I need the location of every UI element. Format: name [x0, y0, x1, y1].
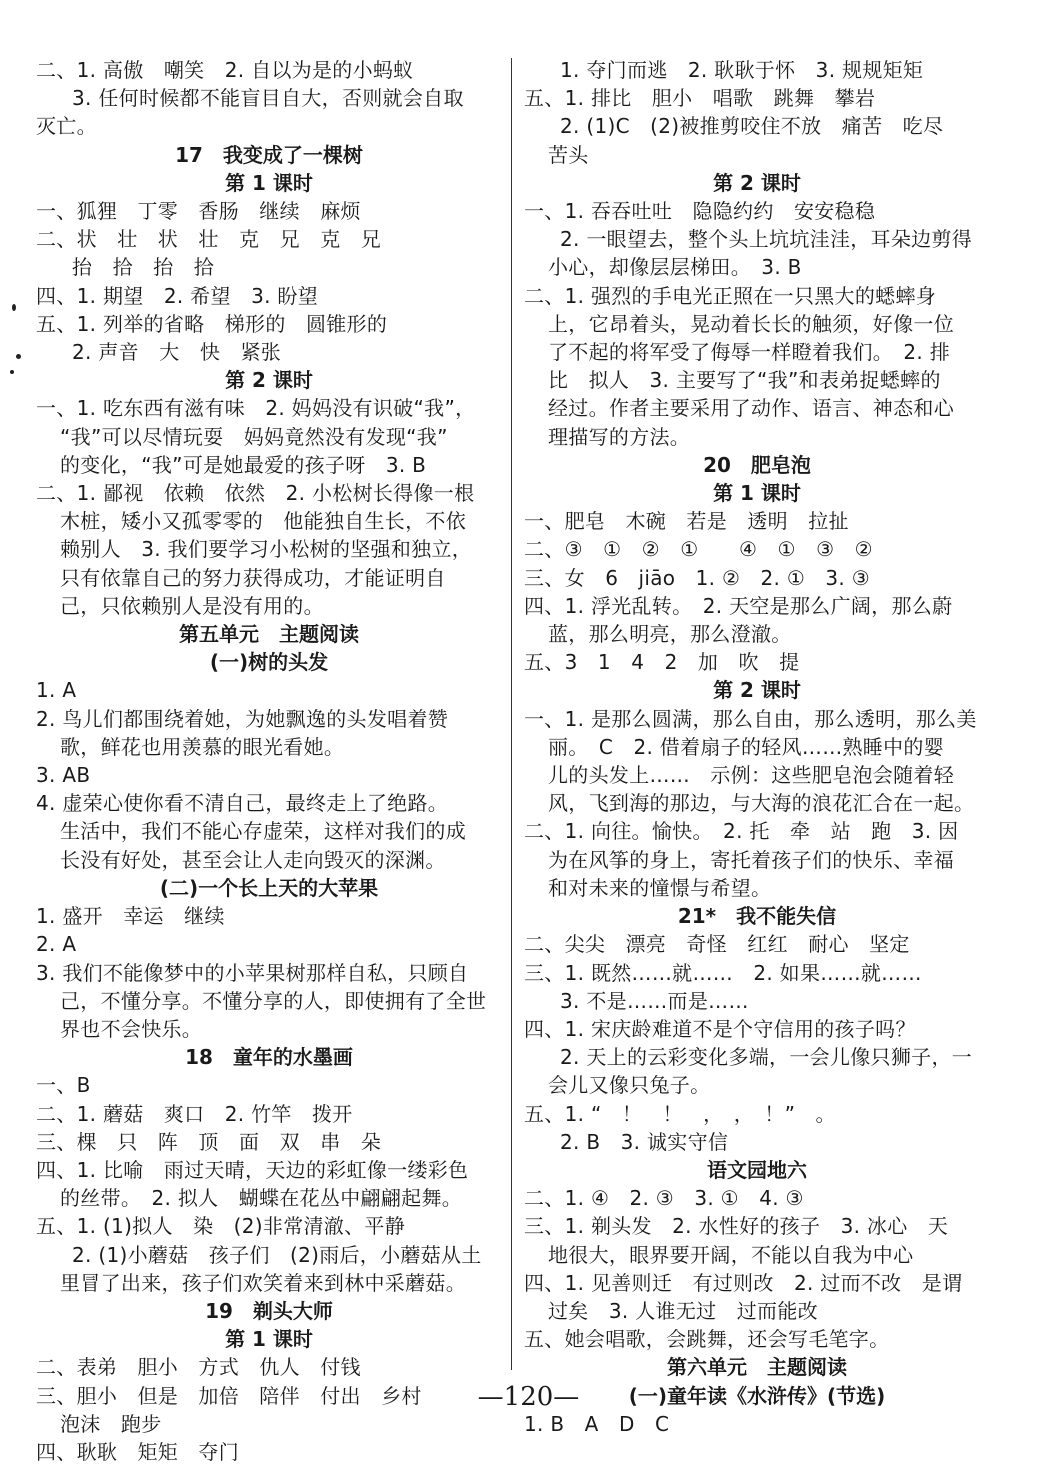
answer-line: 一、狐狸 丁零 香肠 继续 麻烦: [36, 199, 361, 224]
section-heading: (一)树的头发: [209, 650, 329, 675]
answer-line: 2. 声音 大 快 紧张: [72, 340, 282, 365]
answer-line: 三、胆小 但是 加倍 陪伴 付出 乡村: [36, 1383, 422, 1408]
answer-line: 一、1. 吃东西有滋有味 2. 妈妈没有识破“我”，: [36, 396, 476, 421]
answer-line: 2. (1)C (2)被推剪咬住不放 痛苦 吃尽: [560, 114, 944, 139]
answer-line: 为在风筝的身上，寄托着孩子们的快乐、幸福: [548, 847, 954, 872]
answer-line: 抬 拾 抬 拾: [72, 255, 215, 280]
answer-line: 2. (1)小蘑菇 孩子们 (2)雨后，小蘑菇从土: [72, 1242, 482, 1267]
answer-line: 歌，鲜花也用羡慕的眼光看她。: [60, 734, 345, 759]
answer-line: 风，飞到海的那边，与大海的浪花汇合在一起。: [548, 791, 975, 816]
answer-line: 一、B: [36, 1073, 91, 1098]
section-heading: 第五单元 主题阅读: [179, 622, 359, 647]
answer-line: 3. 任何时候都不能盲目自大，否则就会自取: [72, 86, 464, 111]
answer-line: 一、1. 是那么圆满，那么自由，那么透明，那么美: [524, 706, 977, 731]
answer-line: 2. 一眼望去，整个头上坑坑洼洼，耳朵边剪得: [560, 227, 973, 252]
answer-line: 的丝带。 2. 拟人 蝴蝶在花丛中翩翩起舞。: [60, 1186, 463, 1211]
section-heading: 第 2 课时: [713, 678, 801, 703]
answer-line: 1. A: [36, 678, 77, 703]
answer-line: 五、3 1 4 2 加 吹 提: [524, 650, 800, 675]
answer-line: 二、1. 蘑菇 爽口 2. 竹竿 拨开: [36, 1101, 353, 1126]
answer-line: 二、1. 高傲 嘲笑 2. 自以为是的小蚂蚁: [36, 58, 414, 82]
answer-line: 二、状 壮 状 壮 克 兄 克 兄: [36, 227, 382, 252]
section-heading: 第 2 课时: [225, 368, 313, 393]
answer-line: 蓝，那么明亮，那么澄澈。: [548, 622, 792, 647]
section-heading: 18 童年的水墨画: [185, 1045, 353, 1070]
answer-line: 赖别人 3. 我们要学习小松树的坚强和独立，: [60, 537, 473, 562]
answer-line: 四、1. 浮光乱转。 2. 天空是那么广阔，那么蔚: [524, 593, 953, 618]
answer-line: 只有依靠自己的努力获得成功，才能证明自: [60, 565, 446, 590]
answer-line: 己，不懂分享。不懂分享的人，即使拥有了全世: [60, 988, 487, 1013]
scan-speck: [16, 354, 21, 359]
answer-line: 五、1. (1)拟人 染 (2)非常清澈、平静: [36, 1214, 405, 1239]
page-number: —120—: [477, 1382, 580, 1412]
answer-line: 五、1. 排比 胆小 唱歌 跳舞 攀岩: [524, 86, 876, 111]
left-column: [36, 56, 502, 1466]
answer-line: 2. A: [36, 932, 77, 957]
answer-line: 三、1. 既然……就…… 2. 如果……就……: [524, 960, 922, 985]
answer-line: 2. 天上的云彩变化多端，一会儿像只狮子，一: [560, 1045, 973, 1070]
answer-line: 三、1. 剃头发 2. 水性好的孩子 3. 冰心 天: [524, 1214, 949, 1239]
answer-line: 灭亡。: [36, 114, 97, 139]
answer-line: 3. 不是……而是……: [560, 988, 749, 1013]
section-heading: (一)童年读《水浒传》(节选): [628, 1383, 886, 1408]
answer-line: 一、肥皂 木碗 若是 透明 拉扯: [524, 509, 849, 534]
answer-line: 泡沫 跑步: [60, 1411, 162, 1436]
answer-line: 1. 夺门而逃 2. 耿耿于怀 3. 规规矩矩: [560, 58, 924, 82]
answer-line: 地很大，眼界要开阔，不能以自我为中心: [548, 1242, 914, 1267]
answer-line: 界也不会快乐。: [60, 1016, 203, 1041]
answer-line: 五、1. “ ！ ！ ， ， ！” 。: [524, 1101, 836, 1126]
section-heading: 第 1 课时: [225, 170, 313, 195]
answer-line: 的变化，“我”可是她最爱的孩子呀 3. B: [60, 452, 427, 477]
answer-line: 1. B A D C: [524, 1411, 670, 1436]
answer-line: 了不起的将军受了侮辱一样瞪着我们。 2. 排: [548, 340, 951, 365]
answer-line: 四、1. 比喻 雨过天晴，天边的彩虹像一缕彩色: [36, 1157, 469, 1182]
column-divider: [511, 58, 512, 1370]
section-heading: 第 2 课时: [713, 170, 801, 195]
answer-line: 三、女 6 jiāo 1. ② 2. ① 3. ③: [524, 565, 870, 590]
section-heading: 语文园地六: [707, 1157, 807, 1182]
answer-line: 五、1. 列举的省略 梯形的 圆锥形的: [36, 311, 388, 336]
answer-line: 己，只依赖别人是没有用的。: [60, 593, 324, 618]
answer-line: 2. B 3. 诚实守信: [560, 1129, 729, 1154]
answer-line: 儿的头发上…… 示例：这些肥皂泡会随着轻: [548, 763, 954, 788]
answer-line: 生活中，我们不能心存虚荣，这样对我们的成: [60, 819, 466, 844]
answer-line: 二、1. 强烈的手电光正照在一只黑大的蟋蟀身: [524, 283, 937, 308]
answer-line: 经过。作者主要采用了动作、语言、神态和心: [548, 396, 954, 421]
answer-line: 四、耿耿 矩矩 夺门: [36, 1439, 239, 1464]
answer-line: 五、她会唱歌，会跳舞，还会写毛笔字。: [524, 1327, 890, 1352]
answer-line: 二、尖尖 漂亮 奇怪 红红 耐心 坚定: [524, 932, 910, 957]
answer-line: 苦头: [548, 142, 589, 167]
answer-line: 四、1. 宋庆龄难道不是个守信用的孩子吗？: [524, 1016, 916, 1041]
section-heading: 第 1 课时: [225, 1327, 313, 1352]
answer-line: 三、棵 只 阵 顶 面 双 串 朵: [36, 1129, 382, 1154]
answer-line: 3. AB: [36, 763, 91, 788]
section-heading: 20 肥皂泡: [703, 452, 811, 477]
answer-line: 4. 虚荣心使你看不清自己，最终走上了绝路。: [36, 791, 449, 816]
answer-line: 丽。 C 2. 借着扇子的轻风……熟睡中的婴: [548, 734, 945, 759]
answer-line: 里冒了出来，孩子们欢笑着来到林中采蘑菇。: [60, 1270, 466, 1295]
answer-line: 四、1. 见善则迁 有过则改 2. 过而不改 是谓: [524, 1270, 963, 1295]
section-heading: 17 我变成了一棵树: [175, 142, 363, 167]
answer-line: 上，它昂着头，晃动着长长的触须，好像一位: [548, 311, 954, 336]
section-heading: 21* 我不能失信: [677, 904, 837, 929]
answer-line: 二、③ ① ② ① ④ ① ③ ②: [524, 537, 873, 562]
answer-line: 木桩，矮小又孤零零的 他能独自生长，不依: [60, 509, 466, 534]
answer-line: 二、1. 向往。愉快。 2. 托 牵 站 跑 3. 因: [524, 819, 959, 844]
answer-line: 长没有好处，甚至会让人走向毁灭的深渊。: [60, 847, 446, 872]
scan-speck: [12, 304, 16, 311]
answer-line: 2. 鸟儿们都围绕着她，为她飘逸的头发唱着赞: [36, 706, 449, 731]
answer-line: 比 拟人 3. 主要写了“我”和表弟捉蟋蟀的: [548, 368, 941, 393]
scan-speck: [10, 370, 14, 374]
section-heading: 第 1 课时: [713, 481, 801, 506]
answer-line: “我”可以尽情玩耍 妈妈竟然没有发现“我”: [60, 424, 448, 449]
answer-line: 1. 盛开 幸运 继续: [36, 904, 225, 929]
section-heading: (二)一个长上天的大苹果: [159, 875, 379, 900]
right-column: [524, 56, 990, 1438]
answer-line: 二、表弟 胆小 方式 仇人 付钱: [36, 1355, 361, 1380]
answer-line: 小心，却像层层梯田。 3. B: [548, 255, 802, 280]
section-heading: 第六单元 主题阅读: [667, 1355, 847, 1380]
answer-line: 3. 我们不能像梦中的小苹果树那样自私，只顾自: [36, 960, 469, 985]
answer-line: 二、1. ④ 2. ③ 3. ① 4. ③: [524, 1186, 804, 1211]
answer-line: 会儿又像只兔子。: [548, 1073, 711, 1098]
section-heading: 19 剃头大师: [205, 1298, 333, 1323]
answer-line: 理描写的方法。: [548, 424, 691, 449]
answer-line: 二、1. 鄙视 依赖 依然 2. 小松树长得像一根: [36, 481, 475, 506]
answer-line: 四、1. 期望 2. 希望 3. 盼望: [36, 283, 319, 308]
answer-line: 和对未来的憧憬与希望。: [548, 875, 772, 900]
answer-line: 一、1. 吞吞吐吐 隐隐约约 安安稳稳: [524, 199, 876, 224]
answer-line: 过矣 3. 人谁无过 过而能改: [548, 1298, 818, 1323]
